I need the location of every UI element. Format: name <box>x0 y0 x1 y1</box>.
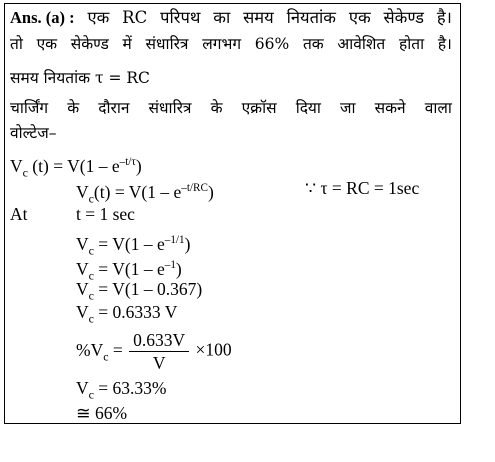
equation-9: ≅ 66% <box>76 403 128 423</box>
word: वाला <box>424 99 452 117</box>
word: सेकेण्ड <box>383 8 424 27</box>
word: आवेशित <box>337 35 386 53</box>
word: सकने <box>374 99 406 117</box>
word: 66% <box>254 35 290 53</box>
word: दिया <box>295 99 321 117</box>
at-value: t = 1 sec <box>76 204 135 224</box>
equation-4: $V_c = V(1 - e^{-1})$ <box>76 258 182 283</box>
word: में <box>122 35 132 53</box>
voltage-label: वोल्टेज– <box>10 124 57 142</box>
word: का <box>213 8 231 27</box>
equation-3: $V_c = V(1 - e^{-1/1})$ <box>76 233 191 258</box>
word: एक्रॉस <box>241 99 277 117</box>
word: चार्जिंग <box>10 99 49 117</box>
equation-5: $V_c = V(1 - 0.367)$ <box>76 279 203 303</box>
equation-1: $V_c$ $(t) = V(1 - e^{-t/\tau})$ <box>10 155 142 180</box>
answer-line-2 <box>10 34 452 54</box>
word: नियतांक <box>286 8 336 27</box>
word: है। <box>437 35 452 53</box>
word: परिपथ <box>160 8 201 27</box>
time-constant-line: समय नियतांक τ = RC <box>10 69 150 87</box>
word: जा <box>340 99 356 117</box>
fraction-numerator: 0.633V <box>129 330 189 352</box>
word: संधारित्र <box>148 99 192 117</box>
fraction <box>129 330 189 373</box>
equation-2: $V_c(t) = V(1 - e^{-t/RC})$ <box>76 181 214 206</box>
word: सेकेण्ड <box>70 35 109 53</box>
word: के <box>210 99 223 117</box>
word: एक <box>36 35 58 53</box>
fraction-denominator: V <box>152 353 166 373</box>
word: के <box>67 99 80 117</box>
answer-box <box>4 3 461 424</box>
times-hundred: ×100 <box>195 339 232 360</box>
word: तक <box>302 35 324 53</box>
percent-vc-label: $\%V_c$ = <box>76 339 123 364</box>
equation-7 <box>76 330 232 373</box>
word: समय <box>243 8 274 27</box>
answer-label: Ans. (a) : <box>10 8 75 27</box>
equation-8: $V_c = 63.33\%$ <box>76 378 167 402</box>
equation-6: $V_c = 0.6333$ V <box>76 302 178 326</box>
equation-2-note: ∵ τ = RC = 1sec <box>305 178 420 198</box>
answer-line-4 <box>10 98 452 118</box>
word: एक <box>87 8 110 27</box>
answer-line-1 <box>10 8 452 28</box>
word: लगभग <box>202 35 242 53</box>
word: दौरान <box>98 99 130 117</box>
word: है। <box>436 8 452 27</box>
at-label: At <box>10 204 28 224</box>
word: RC <box>122 8 148 27</box>
word: तो <box>10 35 23 53</box>
word: होता <box>399 35 425 53</box>
word: संधारित्र <box>145 35 189 53</box>
word: एक <box>348 8 371 27</box>
